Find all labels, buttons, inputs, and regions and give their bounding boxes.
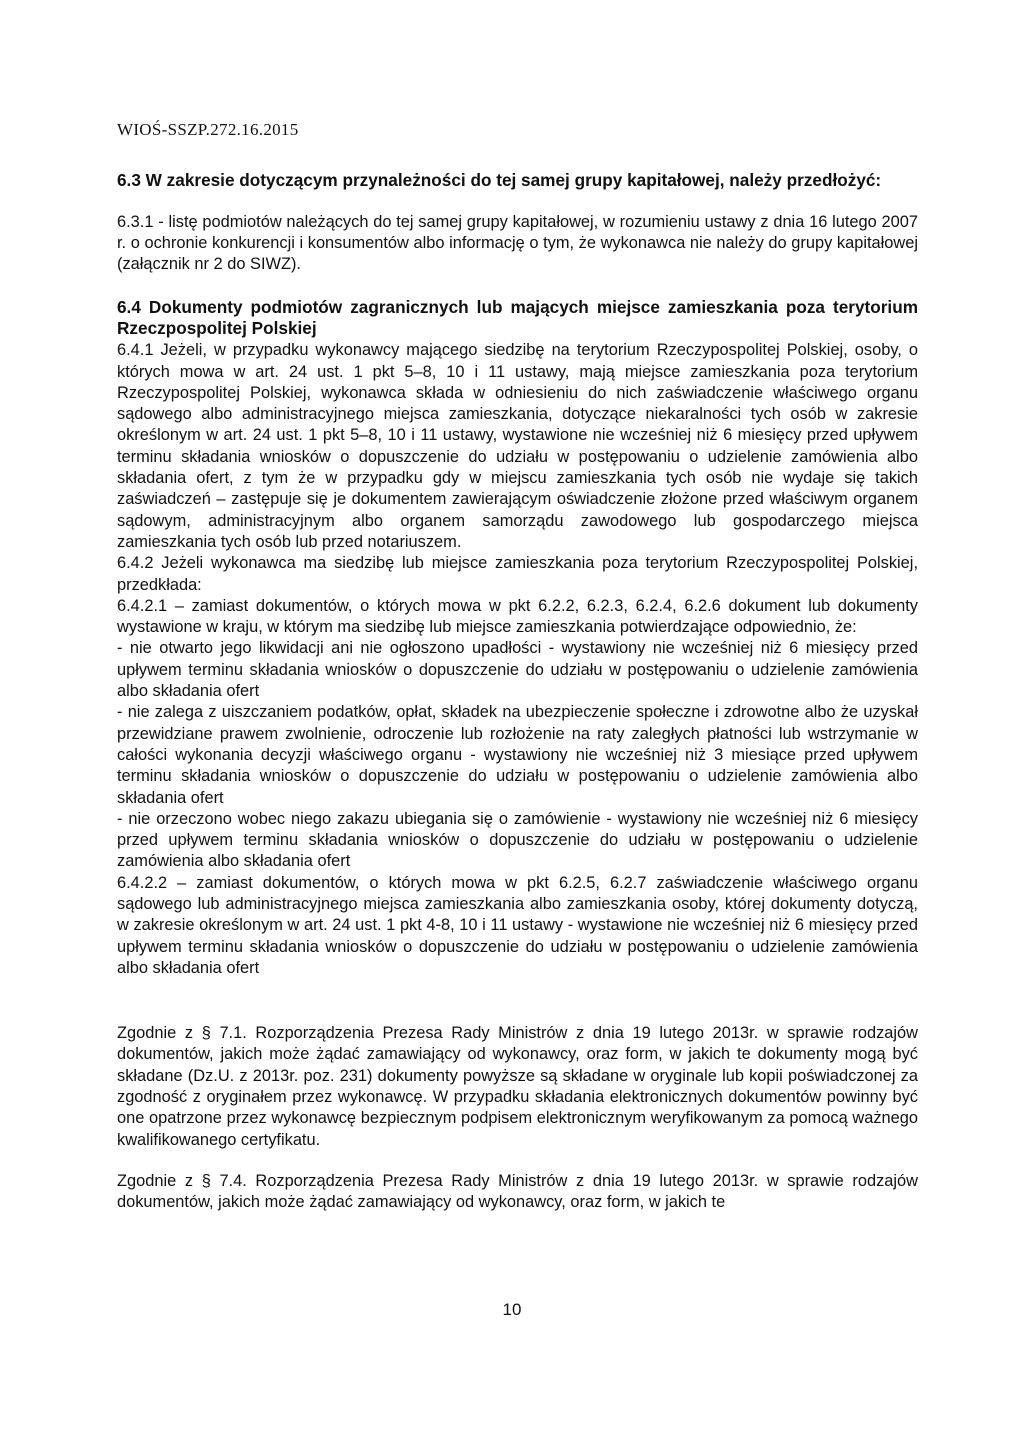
paragraph-6-4-2: 6.4.2 Jeżeli wykonawca ma siedzibę lub miejsce zamieszkania poza terytorium Rzeczypospolitej Polskiej, przedkłada:	[117, 554, 918, 594]
section-6-3-heading: 6.3 W zakresie dotyczącym przynależności do tej samej grupy kapitałowej, należy przedłożyć:	[117, 170, 882, 190]
bullet-no-ban: - nie orzeczono wobec niego zakazu ubiegania się o zamówienie - wystawiony nie wcześniej niż 6 miesięcy przed upływem terminu składania wniosków o dopuszczenie do udziału w postępowaniu o udzielenie zamówienia albo składania ofert	[117, 809, 918, 871]
paragraph-6-3-1: 6.3.1 - listę podmiotów należących do tej samej grupy kapitałowej, w rozumieniu ustawy z dnia 16 lutego 2007 r. o ochronie konkurencji i konsumentów albo informację o tym, że wykonawca nie należy do grupy kapitałowej (załącznik nr 2 do SIWZ).	[117, 212, 918, 274]
paragraph-6-4-1: 6.4.1 Jeżeli, w przypadku wykonawcy mającego siedzibę na terytorium Rzeczypospolitej Polskiej, osoby, o których mowa w art. 24 ust. 1 pkt 5–8, 10 i 11 ustawy, mają miejsce zamieszkania poza terytorium Rzeczypospolitej Polskiej, wykonawca składa w odniesieniu do nich zaświadczenie właściwego organu sądowego albo administracyjnego miejsca zamieszkania, dotyczące niekaralności tych osób w zakresie określonym w art. 24 ust. 1 pkt 5–8, 10 i 11 ustawy, wystawione nie wcześniej niż 6 miesięcy przed upływem terminu składania wniosków o dopuszczenie do udziału w postępowaniu o udzielenie zamówienia albo składania ofert, z tym że w przypadku gdy w miejscu zamieszkania tych osób nie wydaje się takich zaświadczeń – zastępuje się je dokumentem zawierającym oświadczenie złożone przed właściwym organem sądowym, administracyjnym albo organem samorządu zawodowego lub gospodarczego miejsca zamieszkania tych osób lub przed notariuszem.	[117, 341, 918, 551]
document-reference-number: WIOŚ-SSZP.272.16.2015	[117, 120, 299, 139]
document-body	[117, 170, 918, 1214]
bullet-no-tax-arrears: - nie zalega z uiszczaniem podatków, opłat, składek na ubezpieczenie społeczne i zdrowotne albo że uzyskał przewidziane prawem zwolnienie, odroczenie lub rozłożenie na raty zaległych płatności lub wstrzymanie w całości wykonania decyzji właściwego organu - wystawiony nie wcześniej niż 3 miesiące przed upływem terminu składania wniosków o dopuszczenie do udziału w postępowaniu o udzielenie zamówienia albo składania ofert	[117, 703, 918, 807]
section-6-4-heading: 6.4 Dokumenty podmiotów zagranicznych lub mających miejsce zamieszkania poza terytorium Rzeczpospolitej Polskiej	[117, 296, 918, 339]
page-number: 10	[502, 1300, 522, 1319]
closing-paragraph-7-4: Zgodnie z § 7.4. Rozporządzenia Prezesa Rady Ministrów z dnia 19 lutego 2013r. w sprawie rodzajów dokumentów, jakich może żądać zamawiający od wykonawcy, oraz form, w jakich te	[117, 1171, 918, 1212]
paragraph-6-4-2-1: 6.4.2.1 – zamiast dokumentów, o których mowa w pkt 6.2.2, 6.2.3, 6.2.4, 6.2.6 dokument lub dokumenty wystawione w kraju, w którym ma siedzibę lub miejsce zamieszkania potwierdzające odpowiednio, że:	[117, 596, 918, 637]
paragraph-6-4-2-2: 6.4.2.2 – zamiast dokumentów, o których mowa w pkt 6.2.5, 6.2.7 zaświadczenie właściwego organu sądowego lub administracyjnego miejsca zamieszkania albo zamieszkania osoby, której dokumenty dotyczą, w zakresie określonym w art. 24 ust. 1 pkt 4-8, 10 i 11 ustawy - wystawione nie wcześniej niż 6 miesięcy przed upływem terminu składania wniosków o dopuszczenie do udziału w postępowaniu o udzielenie zamówienia albo składania ofert	[117, 873, 918, 977]
bullet-no-liquidation: - nie otwarto jego likwidacji ani nie ogłoszono upadłości - wystawiony nie wcześniej niż 6 miesięcy przed upływem terminu składania wniosków o dopuszczenie do udziału w postępowaniu o udzielenie zamówienia albo składania ofert	[117, 639, 918, 701]
closing-paragraph-7-1: Zgodnie z § 7.1. Rozporządzenia Prezesa Rady Ministrów z dnia 19 lutego 2013r. w sprawie rodzajów dokumentów, jakich może żądać zamawiający od wykonawcy, oraz form, w jakich te dokumenty mogą być składane (Dz.U. z 2013r. poz. 231) dokumenty powyższe są składane w oryginale lub kopii poświadczonej za zgodność z oryginałem przez wykonawcę. W przypadku składania elektronicznych dokumentów powinny być one opatrzone przez wykonawcę bezpiecznym podpisem elektronicznym weryfikowanym za pomocą ważnego kwalifikowanego certyfikatu.	[117, 1024, 918, 1149]
